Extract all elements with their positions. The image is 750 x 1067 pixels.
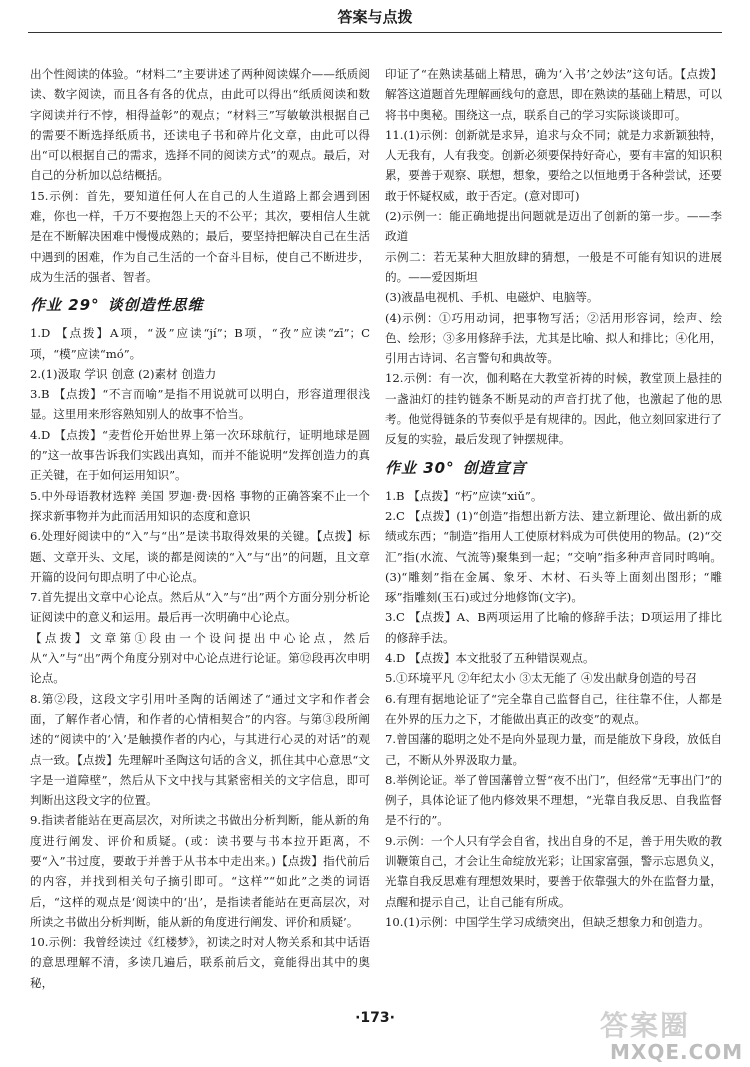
section-heading-label: 作业 30° — [385, 458, 455, 477]
answer-paragraph: 示例二：若无某种大胆放肆的猜想，一般是不可能有知识的进展的。——爱因斯坦 — [385, 249, 722, 284]
answer-paragraph: 4.D 【点拨】本文批驳了五种错误观点。 — [385, 651, 595, 666]
section-heading — [30, 294, 370, 316]
answer-paragraph: (4)示例：①巧用动词，把事物写活；②活用形容词，绘声、绘色、绘形；③多用修辞手法，尤其是比喻、拟人和排比；④化用，引用古诗词、名言警句和典故等。 — [385, 310, 722, 366]
answer-paragraph: 9.指读者能站在更高层次，对所读之书做出分析判断，能从新的角度进行阐发、评价和质疑。(或：读书要与书本拉开距离，不要“入”书过度，要敢于并善于从书本中走出来。)【点拨】指代前后的内容，并找到相关句子摘引即可。“这样”“如此”之类的词语后，“这样的观点是‘阅读中的‘出’，是指读者能站在更高层次，对所读之书做出分析判断，能从新的角度进行阐发、评价和质疑’。 — [30, 813, 370, 929]
answer-paragraph: 9.示例：一个人只有学会自省，找出自身的不足，善于用失败的教训鞭策自己，才会让生命绽放光彩；让国家富强，警示忘恩负义，光靠自我反思难有理想效果时，要善于依靠强大的外在监督力量，点醒和提示自己，让自己能有所成。 — [385, 833, 722, 909]
section-heading-title: 谈创造性思维 — [107, 296, 204, 315]
answer-paragraph: 6.有理有据地论证了“完全靠自己监督自己，往往靠不住，人都是在外界的压力之下，才能做出真正的改变”的观点。 — [385, 691, 722, 726]
watermark-text-top: 答案圈 — [600, 1009, 691, 1042]
left-column — [30, 64, 370, 993]
answer-paragraph: 10.(1)示例：中国学生学习成绩突出，但缺乏想象力和创造力。 — [385, 914, 710, 929]
answer-paragraph: (3)液晶电视机、手机、电磁炉、电脑等。 — [385, 290, 599, 305]
answer-paragraph: 5.中外母语教材选粹 美国 罗迦·费·因格 事物的正确答案不止一个 探求新事物并为此而活用知识的态度和意识 — [30, 488, 370, 523]
answer-paragraph: 8.举例论证。举了曾国藩曾立誓“夜不出门”，但经常“无事出门”的例子，具体论证了他内修效果不理想，“光靠自我反思、自我监督是不行的”。 — [385, 772, 722, 828]
answer-paragraph: 11.(1)示例：创新就是求异，追求与众不同；就是力求新颖独特，人无我有，人有我变。创新必须要保持好奇心，要有丰富的知识积累，要善于观察、联想，想象，要给之以恒地勇于各种尝试，还要敢于怀疑权威，敢于否定。(意对即可) — [385, 127, 722, 203]
answer-paragraph: 3.C 【点拨】A、B两项运用了比喻的修辞手法；D项运用了排比的修辞手法。 — [385, 610, 722, 645]
section-heading-title: 创造宣言 — [462, 458, 527, 477]
header-divider — [28, 32, 722, 33]
answer-paragraph: 7.曾国藩的聪明之处不是向外显现力量，而是能放下身段，放低自己，不断从外界汲取力量。 — [385, 732, 722, 767]
watermark-logo — [600, 1004, 744, 1064]
answer-paragraph: 10.示例：我曾经读过《红楼梦》，初读之时对人物关系和其中话语的意思理解不清，多读几遍后，联系前后文，竟能得出其中的奥秘， — [30, 935, 370, 990]
answer-paragraph: 1.D 【点拨】A项，“汲”应读“jí”；B项，“孜”应读“zī”；C项，“模”应读“mó”。 — [30, 326, 370, 361]
answer-paragraph: 3.B 【点拨】“不言而喻”是指不用说就可以明白，形容道理很浅显。这里用来形容熟知别人的故事不恰当。 — [30, 387, 370, 422]
answer-paragraph: 5.①环境平凡 ②年纪太小 ③太无能了 ④发出献身创造的号召 — [385, 671, 697, 686]
answer-paragraph: 印证了“在熟读基础上精思，确为‘入书’之妙法”这句话。【点拨】解答这道题首先理解画线句的意思，即在熟读的基础上精思，可以将书中奥秘。围绕这一点，联系自己的学习实际谈谈即可。 — [385, 67, 722, 122]
answer-paragraph: 8.第②段，这段文字引用叶圣陶的话阐述了“通过文字和作者会面，了解作者心情，和作者的心情相契合”的内容。与第③段所阐述的“阅读中的‘入’是触摸作者的内心，与其进行心灵的对话”的观点一致。【点拨】先理解叶圣陶这句话的含义，抓住其中心意思“文字是一道障壁”，然后从下文中找与其紧密相关的文字信息，即可判断出这段文字的位置。 — [30, 691, 370, 808]
page-header-title: 答案与点拨 — [337, 8, 413, 26]
answer-paragraph: (2)示例一：能正确地提出问题就是迈出了创新的第一步。——李政道 — [385, 209, 722, 244]
page-number: ·173· — [355, 1010, 395, 1026]
answer-paragraph: 6.处理好阅读中的“入”与“出”是读书取得效果的关键。【点拨】标题、文章开头、文尾，谈的都是阅读的“入”与“出”的问题，且文章开篇的设问句即点明了中心论点。 — [30, 529, 370, 584]
answer-paragraph: 1.B 【点拨】“朽”应读“xiǔ”。 — [385, 488, 543, 503]
right-column — [385, 64, 722, 932]
answer-paragraph: 【点拨】文章第①段由一个设问提出中心论点，然后从“入”与“出”两个角度分别对中心论点进行论证。第⑫段再次申明论点。 — [30, 630, 370, 686]
answer-paragraph: 2.C 【点拨】(1)“创造”指想出新方法、建立新理论、做出新的成绩或东西；“制造”指用人工使原材料成为可供使用的物品。(2)“交汇”指(水流、气流等)聚集到一起；“交响”指多种声音同时鸣响。(3)“雕刻”指在金属、象牙、木材、石头等上面刻出图形；“雕琢”指雕刻(玉石)或过分地修饰(文字)。 — [385, 508, 722, 605]
answer-paragraph: 12.示例：有一次，伽利略在大教堂祈祷的时候，教堂顶上悬挂的一盏油灯的挂钓链条不断晃动的声音打扰了他，也激起了他的思考。他觉得链条的节奏似乎是有规律的。因此，他立刻回家进行了反复的实验，最后发现了钟摆规律。 — [385, 371, 722, 447]
answer-paragraph: 4.D 【点拨】“麦哲伦开始世界上第一次环球航行，证明地球是圆的”这一故事告诉我们实践出真知，而并不能说明“发挥创造力的真正关键，在于如何运用知识”。 — [30, 427, 370, 483]
watermark-text-bottom: MXQE.COM — [610, 1040, 744, 1064]
answer-paragraph: 7.首先提出文章中心论点。然后从“入”与“出”两个方面分别分析论证阅读中的意义和运用。最后再一次明确中心论点。 — [30, 590, 370, 625]
answer-paragraph: 2.(1)汲取 学识 创意 (2)素材 创造力 — [30, 366, 217, 381]
section-heading — [385, 457, 722, 479]
answer-paragraph: 15.示例：首先，要知道任何人在自己的人生道路上都会遇到困难，你也一样，千万不要抱怨上天的不公平；其次，要相信人生就是在不断解决困难中慢慢成熟的；最后，要坚持把解决自己在生活中遇到的困难，作为自己生活的一个奋斗目标，使自己不断进步，成为生活的强者、智者。 — [30, 188, 370, 284]
answer-paragraph: 出个性阅读的体验。“材料二”主要讲述了两种阅读媒介——纸质阅读、数字阅读，而且各有各的优点，由此可以得出“纸质阅读和数字阅读并行不悖，相得益彰”的观点；“材料三”写敏敏洪根据自己的需要不断选择纸质书，还读电子书和碎片化文章，由此可以得出“可以根据自己的需求，选择不同的阅读方式”的观点。最后，对自己的分析加以总结概括。 — [30, 67, 370, 183]
section-heading-label: 作业 29° — [30, 296, 100, 315]
